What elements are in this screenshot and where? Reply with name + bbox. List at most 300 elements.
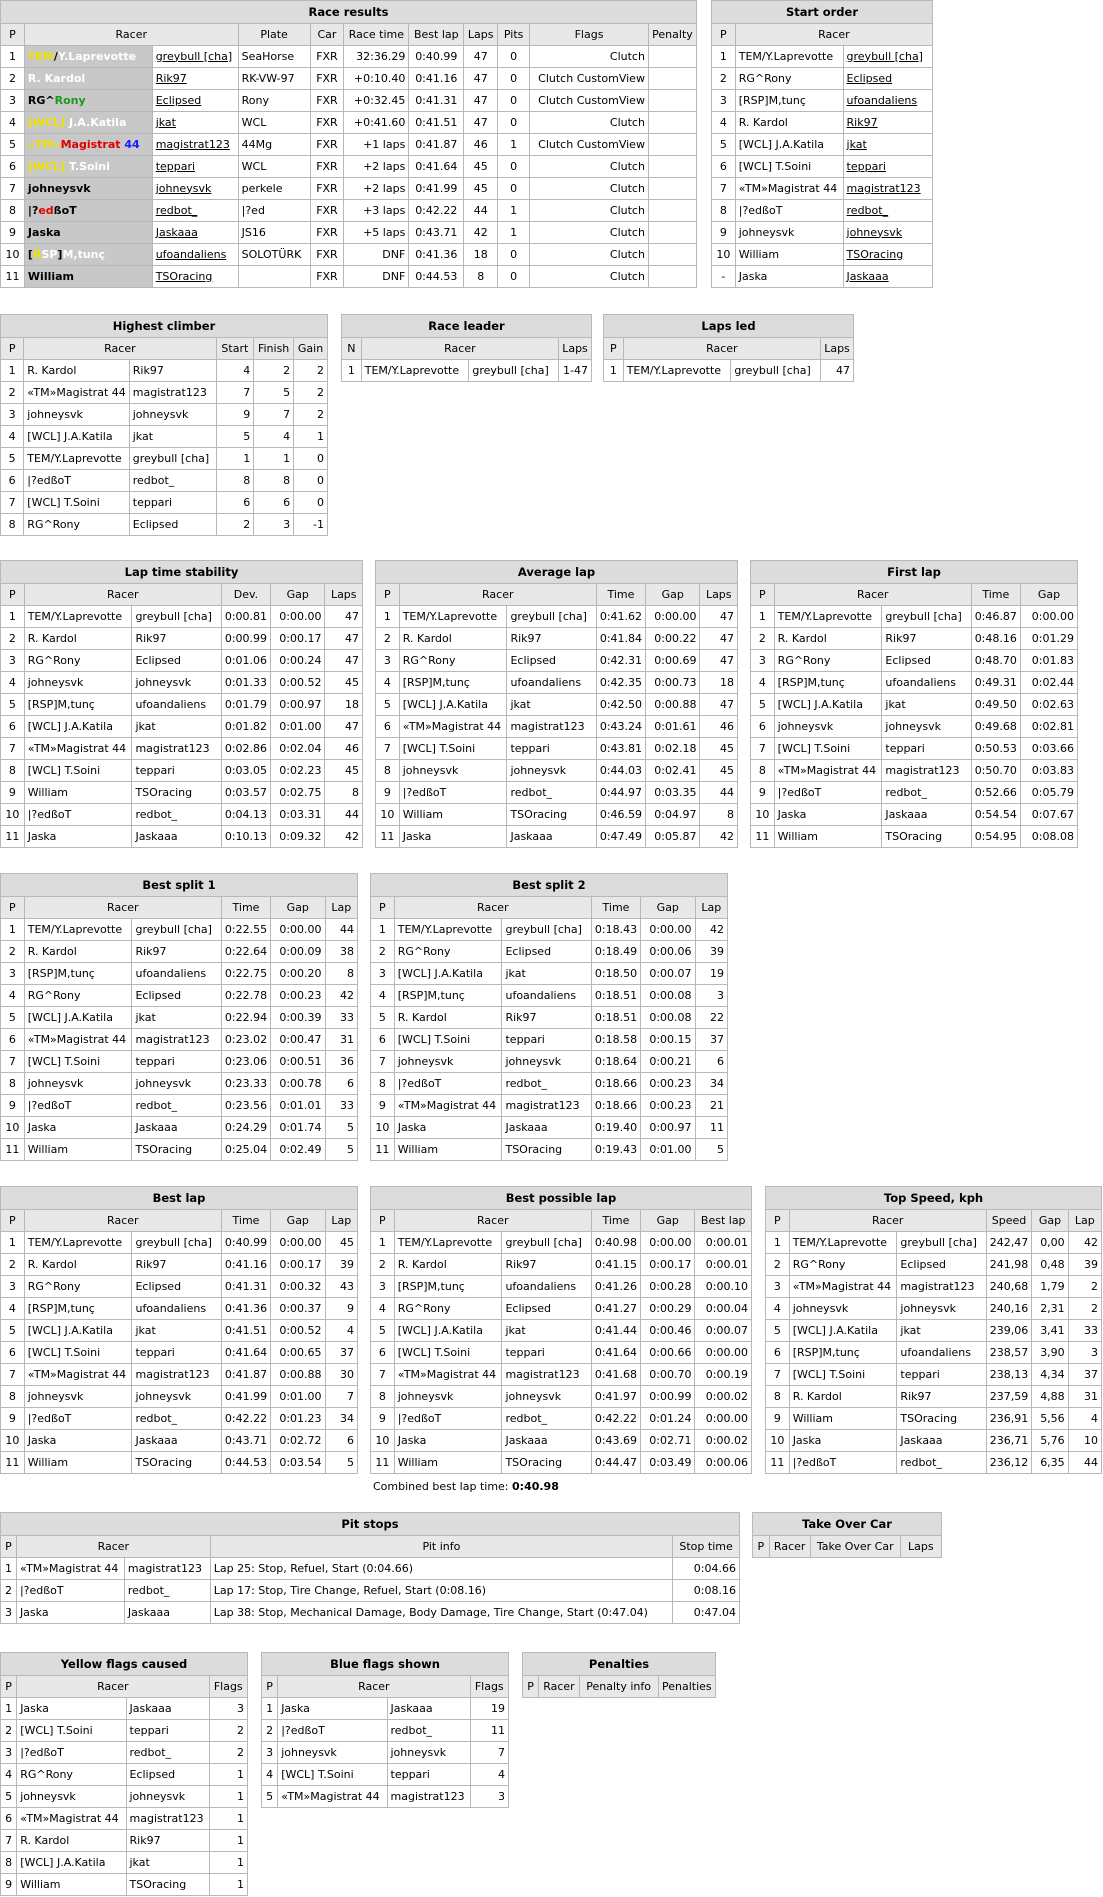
racer-user-cell: redbot_ [507, 782, 596, 804]
table-row [1, 1852, 248, 1874]
car-cell: FXR [310, 90, 344, 112]
value-cell: 0:03.49 [641, 1452, 695, 1474]
racer-name-cell: [WCL] J.A.Katila [394, 1320, 502, 1342]
racer-name-cell: [WCL] T.Soini [24, 1342, 132, 1364]
racer-name-cell: William [394, 1139, 502, 1161]
racer-name-segment: «TM» [27, 137, 61, 151]
race-time-cell: +1 laps [344, 134, 409, 156]
racer-name-cell: [RSP]M,tunç [394, 985, 502, 1007]
value-cell: 0:19.40 [591, 1117, 640, 1139]
column-header: Speed [986, 1210, 1032, 1232]
racer-name-cell: RG^Rony [399, 650, 507, 672]
racer-user-cell: johneysvk [132, 1073, 221, 1095]
racer-user-link[interactable]: TSOracing [152, 266, 238, 288]
column-header: Race time [344, 24, 409, 46]
value-cell: 0:42.22 [221, 1408, 270, 1430]
racer-user-cell: Eclipsed [129, 514, 216, 536]
highest-climber-table [0, 314, 328, 536]
racer-name-segment: [WCL] [27, 159, 70, 173]
racer-name-cell: [RSP]M,tunç [24, 1298, 132, 1320]
racer-name-cell: [WCL] T.Soini [774, 738, 882, 760]
best-split-1-table [0, 873, 358, 1161]
value-cell: 47 [700, 628, 738, 650]
racer-user-cell: johneysvk [502, 1051, 591, 1073]
table-row [1, 1364, 358, 1386]
column-header: Penalties [658, 1676, 715, 1698]
column-header: Penalty info [579, 1676, 658, 1698]
racer-user-cell: Rik97 [132, 941, 221, 963]
penalty-cell [648, 68, 696, 90]
value-cell: 2 [254, 360, 294, 382]
position-cell: 5 [1, 1320, 25, 1342]
racer-name-cell: R. Kardol [735, 112, 843, 134]
value-cell: 236,12 [986, 1452, 1032, 1474]
racer-user-cell: ufoandaliens [507, 672, 596, 694]
racer-user-link[interactable]: redbot_ [152, 200, 238, 222]
position-cell: 7 [371, 1364, 395, 1386]
racer-name-cell: |?edßoT [24, 1095, 132, 1117]
table-row [766, 1254, 1102, 1276]
table-row [262, 1764, 509, 1786]
value-cell: 18 [700, 672, 738, 694]
value-cell: 0:02.44 [1020, 672, 1077, 694]
racer-name-cell: TEM/Y.Laprevotte [399, 606, 507, 628]
racer-user-cell: magistrat123 [126, 1808, 209, 1830]
racer-name-cell [24, 266, 152, 288]
racer-user-link[interactable]: teppari [152, 156, 238, 178]
position-cell: 2 [1, 1720, 17, 1742]
racer-user-cell: magistrat123 [132, 1364, 221, 1386]
position-cell: 7 [1, 492, 24, 514]
column-header: Racer [399, 584, 596, 606]
table-row [371, 1408, 752, 1430]
position-cell: 4 [1, 426, 24, 448]
value-cell: 0:01.83 [1020, 650, 1077, 672]
position-cell: 10 [376, 804, 400, 826]
position-cell: 7 [376, 738, 400, 760]
column-header: Best lap [695, 1210, 752, 1232]
position-cell: 11 [1, 826, 25, 848]
column-header: Time [596, 584, 645, 606]
column-header: Stop time [673, 1536, 740, 1558]
blue-flags-table [261, 1652, 509, 1808]
racer-name-cell: [WCL] J.A.Katila [399, 694, 507, 716]
table-row [371, 1452, 752, 1474]
table-row [371, 1007, 728, 1029]
laps-cell: 47 [464, 46, 498, 68]
racer-user-cell: jkat [126, 1852, 209, 1874]
racer-user-cell: teppari [387, 1764, 470, 1786]
position-cell: 3 [751, 650, 775, 672]
racer-user-cell: redbot_ [132, 1408, 221, 1430]
value-cell: 0:44.53 [221, 1452, 270, 1474]
table-row [376, 738, 738, 760]
value-cell: 1 [294, 426, 328, 448]
value-cell: 8 [325, 782, 363, 804]
racer-name-cell: TEM/Y.Laprevotte [24, 606, 132, 628]
best-lap-cell: 0:41.16 [409, 68, 464, 90]
table-row [751, 716, 1078, 738]
value-cell: 9 [325, 1298, 357, 1320]
table-row [1, 1408, 358, 1430]
column-header: Racer [394, 897, 591, 919]
column-header: N [342, 338, 362, 360]
value-cell: 37 [325, 1342, 357, 1364]
racer-user-cell: Eclipsed [502, 941, 591, 963]
value-cell: 5,56 [1032, 1408, 1068, 1430]
table-row [1, 492, 328, 514]
value-cell: 8 [216, 470, 254, 492]
racer-user-link[interactable]: greybull [cha] [152, 46, 238, 68]
racer-name-segment: J.A.Katila [69, 115, 127, 129]
racer-user-cell: teppari [502, 1342, 591, 1364]
table-row [766, 1430, 1102, 1452]
combined-best-label: Combined best lap time: [373, 1480, 509, 1493]
table-row [712, 68, 933, 90]
value-cell: 0:04.13 [221, 804, 270, 826]
racer-user-cell: TSOracing [502, 1452, 591, 1474]
table-row [376, 760, 738, 782]
column-header: Racer [769, 1536, 810, 1558]
position-cell: 2 [1, 68, 25, 90]
column-header: Car [310, 24, 344, 46]
column-header: Time [971, 584, 1020, 606]
position-cell: 3 [1, 1742, 17, 1764]
position-cell: 3 [1, 90, 25, 112]
racer-name-cell: [WCL] J.A.Katila [24, 1320, 132, 1342]
value-cell: 7 [470, 1742, 509, 1764]
value-cell: 42 [325, 985, 357, 1007]
racer-user-cell: teppari [132, 760, 221, 782]
racer-user-cell: redbot_ [129, 470, 216, 492]
column-header: Racer [623, 338, 820, 360]
racer-name-cell: TEM/Y.Laprevotte [735, 46, 843, 68]
table-row [1, 1764, 248, 1786]
racer-user-cell: johneysvk [387, 1742, 470, 1764]
racer-user-cell: Rik97 [126, 1830, 209, 1852]
racer-name-cell: [WCL] J.A.Katila [24, 1007, 132, 1029]
racer-name-cell: William [24, 782, 132, 804]
value-cell: 6,35 [1032, 1452, 1068, 1474]
racer-user-link[interactable]: Jaskaaa [843, 266, 932, 288]
racer-name-cell: William [399, 804, 507, 826]
table-row [751, 782, 1078, 804]
position-cell: 7 [1, 178, 25, 200]
value-cell: 0:00.73 [646, 672, 700, 694]
table-title: Best possible lap [371, 1187, 752, 1210]
title-row [1, 1, 697, 24]
racer-name-cell: RG^Rony [735, 68, 843, 90]
racer-user-link[interactable]: Eclipsed [843, 68, 932, 90]
column-header: P [523, 1676, 539, 1698]
column-header: Penalty [648, 24, 696, 46]
racer-user-cell: TSOracing [132, 1139, 221, 1161]
race-leader-table [341, 314, 592, 382]
position-cell: 4 [1, 1298, 25, 1320]
car-cell: FXR [310, 68, 344, 90]
racer-user-link[interactable]: ufoandaliens [152, 244, 238, 266]
value-cell: 7 [254, 404, 294, 426]
value-cell: 1 [209, 1808, 248, 1830]
value-cell: 0:41.31 [221, 1276, 270, 1298]
racer-user-cell: jkat [882, 694, 971, 716]
lap-time-stability-table [0, 560, 363, 848]
race-time-cell: +5 laps [344, 222, 409, 244]
value-cell: 0:41.87 [221, 1364, 270, 1386]
racer-name-cell: R. Kardol [24, 1254, 132, 1276]
racer-name-cell: |?edßoT [16, 1580, 124, 1602]
pits-cell: 0 [498, 90, 530, 112]
racer-user-link[interactable]: Rik97 [152, 68, 238, 90]
racer-user-cell: teppari [502, 1029, 591, 1051]
table-title: Race results [1, 1, 697, 24]
table-row [751, 628, 1078, 650]
position-cell: 11 [1, 1452, 25, 1474]
racer-user-link[interactable]: magistrat123 [843, 178, 932, 200]
racer-name-cell: R. Kardol [17, 1830, 126, 1852]
value-cell: 0:10.13 [221, 826, 270, 848]
position-cell: 10 [712, 244, 736, 266]
table-row [1, 628, 363, 650]
position-cell: 1 [604, 360, 624, 382]
table-row [1, 470, 328, 492]
value-cell: 2 [294, 382, 328, 404]
table-row [1, 1007, 358, 1029]
column-header: Flags [470, 1676, 509, 1698]
position-cell: 1 [1, 606, 25, 628]
column-header: Laps [700, 584, 738, 606]
position-cell: 10 [1, 1117, 25, 1139]
racer-user-link[interactable]: Rik97 [843, 112, 932, 134]
value-cell: 0:52.66 [971, 782, 1020, 804]
table-row [712, 134, 933, 156]
racer-user-link[interactable]: ufoandaliens [843, 90, 932, 112]
penalty-cell [648, 178, 696, 200]
combined-best-lap [373, 1480, 559, 1493]
racer-user-cell: teppari [132, 1051, 221, 1073]
value-cell: 0:00.23 [641, 1095, 695, 1117]
racer-user-link[interactable]: Eclipsed [152, 90, 238, 112]
racer-name-cell [24, 178, 152, 200]
table-title: Start order [712, 1, 933, 24]
racer-name-cell: [RSP]M,tunç [24, 694, 132, 716]
value-cell: 3,90 [1032, 1342, 1068, 1364]
value-cell: 42 [700, 826, 738, 848]
value-cell: 0:00.88 [646, 694, 700, 716]
position-cell: 9 [376, 782, 400, 804]
racer-name-cell: «TM»Magistrat 44 [394, 1095, 502, 1117]
value-cell: 0:03.57 [221, 782, 270, 804]
racer-user-cell: jkat [132, 1007, 221, 1029]
column-header: Racer [17, 1676, 209, 1698]
laps-cell: 18 [464, 244, 498, 266]
position-cell: 3 [712, 90, 736, 112]
table-row [1, 1073, 358, 1095]
table-row [1, 68, 697, 90]
value-cell: 0:00.06 [695, 1452, 752, 1474]
value-cell: 0:54.54 [971, 804, 1020, 826]
column-header: P [712, 24, 736, 46]
value-cell: 0:00.15 [641, 1029, 695, 1051]
title-row [371, 874, 728, 897]
racer-name-cell: «TM»Magistrat 44 [774, 760, 882, 782]
racer-name-cell: Jaska [24, 826, 132, 848]
racer-user-cell: TSOracing [507, 804, 596, 826]
racer-name-cell: |?edßoT [735, 200, 843, 222]
value-cell: Lap 38: Stop, Mechanical Damage, Body Damage, Tire Change, Start (0:47.04) [210, 1602, 672, 1624]
race-time-cell: +3 laps [344, 200, 409, 222]
table-row [1, 738, 363, 760]
racer-user-link[interactable]: greybull [cha] [843, 46, 932, 68]
position-cell: 3 [766, 1276, 790, 1298]
column-header: Gap [271, 1210, 325, 1232]
value-cell: 0 [294, 448, 328, 470]
header-row [1, 338, 328, 360]
racer-user-cell: ufoandaliens [132, 963, 221, 985]
position-cell: 9 [371, 1095, 395, 1117]
racer-user-link[interactable]: johneysvk [152, 178, 238, 200]
table-row [1, 514, 328, 536]
table-row [262, 1720, 509, 1742]
racer-name-cell: Jaska [789, 1430, 897, 1452]
racer-user-cell: magistrat123 [897, 1276, 986, 1298]
value-cell: 0:00.88 [271, 1364, 325, 1386]
value-cell: 36 [325, 1051, 357, 1073]
value-cell: 2 [1068, 1298, 1101, 1320]
racer-name-segment: William [27, 269, 75, 283]
racer-user-cell: TSOracing [132, 782, 221, 804]
racer-name-cell: William [735, 244, 843, 266]
title-row [766, 1187, 1102, 1210]
table-row [766, 1386, 1102, 1408]
position-cell: 10 [1, 244, 25, 266]
value-cell: 47 [325, 606, 363, 628]
racer-user-cell: Rik97 [882, 628, 971, 650]
column-header: Start [216, 338, 254, 360]
table-row [712, 156, 933, 178]
value-cell: 1 [209, 1852, 248, 1874]
table-title: Highest climber [1, 315, 328, 338]
value-cell: 8 [325, 963, 357, 985]
column-header: P [1, 24, 25, 46]
racer-name-cell: [RSP]M,tunç [735, 90, 843, 112]
value-cell: 0:04.97 [646, 804, 700, 826]
value-cell: 2 [294, 360, 328, 382]
racer-name-cell: |?edßoT [399, 782, 507, 804]
value-cell: 0:00.02 [695, 1386, 752, 1408]
racer-user-link[interactable]: jkat [152, 112, 238, 134]
flags-cell: Clutch [530, 200, 649, 222]
racer-user-cell: Eclipsed [132, 1276, 221, 1298]
header-row [262, 1676, 509, 1698]
position-cell: 9 [1, 222, 25, 244]
value-cell: 0:00.07 [695, 1320, 752, 1342]
value-cell: 0:01.23 [271, 1408, 325, 1430]
value-cell: 2,31 [1032, 1298, 1068, 1320]
racer-name-cell: Jaska [399, 826, 507, 848]
value-cell: 0:43.71 [221, 1430, 270, 1452]
position-cell: 2 [371, 1254, 395, 1276]
position-cell: - [712, 266, 736, 288]
value-cell: 0:00.10 [695, 1276, 752, 1298]
value-cell: 0:42.22 [591, 1408, 640, 1430]
racer-name-cell: «TM»Magistrat 44 [735, 178, 843, 200]
column-header: P [1, 1536, 17, 1558]
position-cell: 3 [1, 1276, 25, 1298]
position-cell: 8 [1, 1386, 25, 1408]
table-row [1, 1808, 248, 1830]
value-cell: 0:00.24 [271, 650, 325, 672]
position-cell: 6 [1, 716, 25, 738]
value-cell: 3 [470, 1786, 509, 1808]
racer-name-cell: johneysvk [735, 222, 843, 244]
position-cell: 6 [371, 1029, 395, 1051]
table-row [1, 694, 363, 716]
table-row [376, 716, 738, 738]
racer-user-cell: Rik97 [129, 360, 216, 382]
position-cell: 2 [712, 68, 736, 90]
racer-user-link[interactable]: magistrat123 [152, 134, 238, 156]
column-header: Laps [464, 24, 498, 46]
racer-user-cell: jkat [897, 1320, 986, 1342]
value-cell: 1 [216, 448, 254, 470]
table-title: Laps led [604, 315, 854, 338]
racer-name-cell: TEM/Y.Laprevotte [774, 606, 882, 628]
racer-name-cell: «TM»Magistrat 44 [24, 738, 132, 760]
racer-user-cell: johneysvk [132, 672, 221, 694]
table-row [751, 760, 1078, 782]
value-cell: 42 [325, 826, 363, 848]
racer-user-link[interactable]: jkat [843, 134, 932, 156]
car-cell: FXR [310, 266, 344, 288]
position-cell: 4 [1, 985, 25, 1007]
value-cell: 4 [254, 426, 294, 448]
best-possible-lap-table [370, 1186, 752, 1474]
racer-user-link[interactable]: teppari [843, 156, 932, 178]
racer-name-cell: johneysvk [394, 1386, 502, 1408]
position-cell: 9 [1, 1408, 25, 1430]
value-cell: 0:47.04 [673, 1602, 740, 1624]
racer-name-cell: Jaska [394, 1117, 502, 1139]
position-cell: 2 [376, 628, 400, 650]
pits-cell: 0 [498, 178, 530, 200]
racer-name-cell: RG^Rony [24, 650, 132, 672]
position-cell: 10 [766, 1430, 790, 1452]
penalty-cell [648, 200, 696, 222]
position-cell: 11 [371, 1452, 395, 1474]
value-cell: 0:18.64 [591, 1051, 640, 1073]
value-cell: 0:41.26 [591, 1276, 640, 1298]
value-cell: 0:00.00 [641, 919, 695, 941]
racer-user-link[interactable]: TSOracing [843, 244, 932, 266]
position-cell: 7 [1, 1364, 25, 1386]
value-cell: 0:00.32 [271, 1276, 325, 1298]
table-row [751, 650, 1078, 672]
value-cell: 0:03.35 [646, 782, 700, 804]
best-lap-cell: 0:43.71 [409, 222, 464, 244]
value-cell: 7 [325, 1386, 357, 1408]
racer-user-link[interactable]: johneysvk [843, 222, 932, 244]
racer-user-link[interactable]: redbot_ [843, 200, 932, 222]
racer-name-cell: «TM»Magistrat 44 [24, 382, 129, 404]
racer-name-cell: [WCL] J.A.Katila [735, 134, 843, 156]
racer-user-cell: magistrat123 [387, 1786, 470, 1808]
racer-user-link[interactable]: Jaskaaa [152, 222, 238, 244]
racer-user-cell: ufoandaliens [897, 1342, 986, 1364]
racer-user-cell: redbot_ [132, 1095, 221, 1117]
combined-best-value: 0:40.98 [512, 1480, 559, 1493]
value-cell: 0:01.01 [271, 1095, 325, 1117]
